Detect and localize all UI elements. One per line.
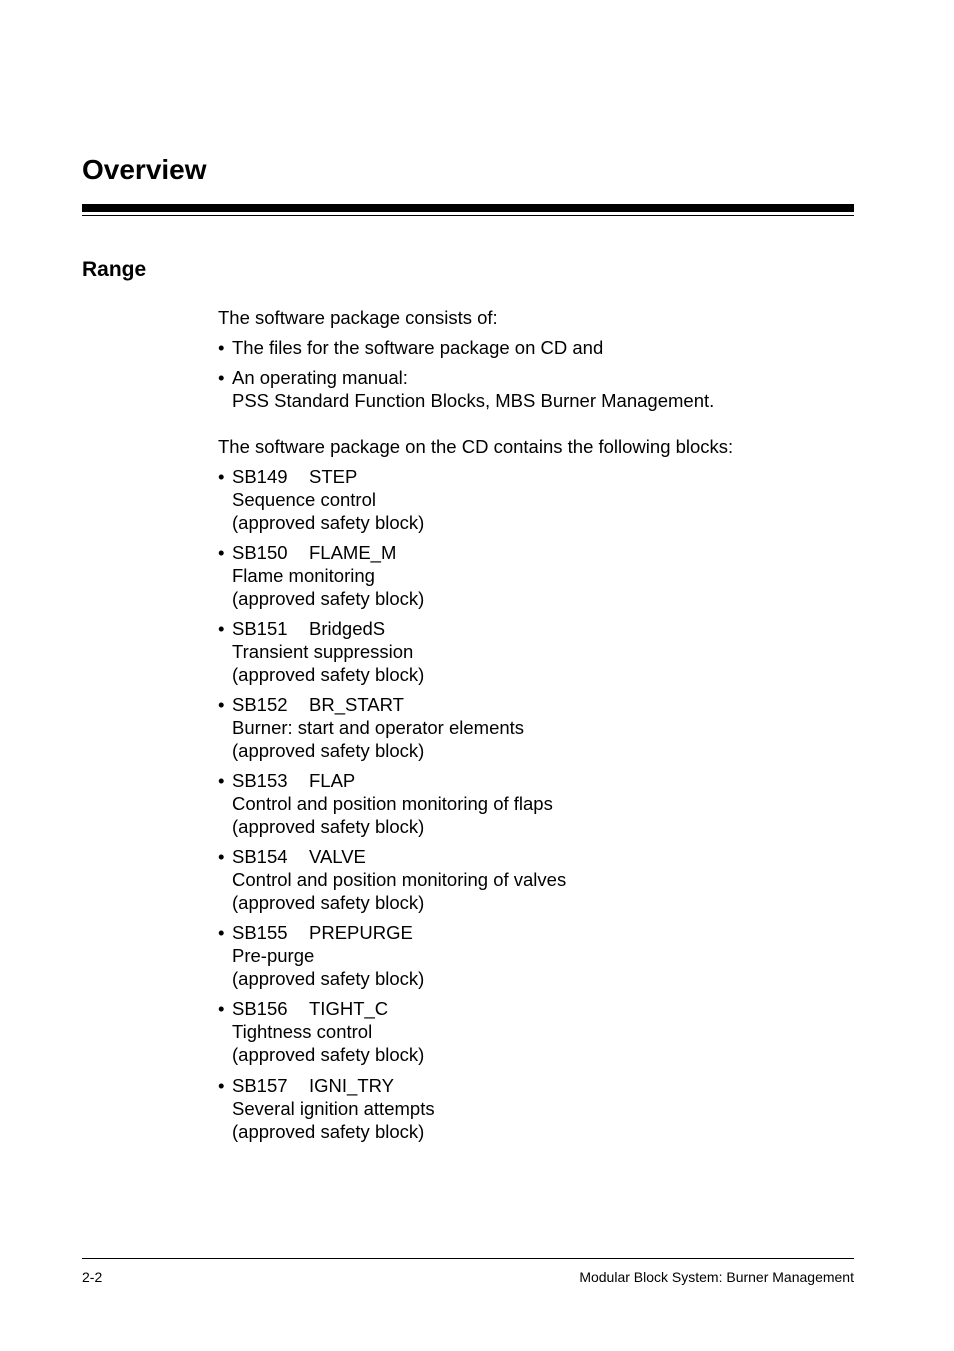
block-name: VALVE	[309, 846, 366, 867]
block-bullet	[218, 1074, 838, 1143]
footer-document-title: Modular Block System: Burner Management	[579, 1269, 854, 1285]
block-note: (approved safety block)	[232, 512, 425, 533]
block-description: Sequence control	[232, 489, 376, 510]
bullet-icon: •	[218, 337, 225, 358]
block-code: SB155	[232, 922, 288, 943]
block-name: BR_START	[309, 694, 404, 715]
bullet-icon: •	[218, 1075, 225, 1096]
block-item	[218, 997, 838, 1066]
block-item	[218, 921, 838, 990]
block-description: Flame monitoring	[232, 565, 375, 586]
package-intro-text: The software package consists of:	[218, 307, 498, 328]
package-item	[218, 366, 838, 412]
block-code: SB150	[232, 542, 288, 563]
block-bullet	[218, 769, 838, 838]
bullet-icon: •	[218, 998, 225, 1019]
bullet-icon: •	[218, 922, 225, 943]
block-code: SB154	[232, 846, 288, 867]
block-bullet	[218, 693, 838, 762]
block-item	[218, 845, 838, 914]
block-name: FLAME_M	[309, 542, 397, 563]
block-description: Transient suppression	[232, 641, 414, 662]
package-item-line: PSS Standard Function Blocks, MBS Burner Management.	[232, 390, 715, 411]
block-header	[232, 693, 838, 716]
block-item	[218, 465, 838, 534]
package-bullet	[218, 336, 838, 359]
bullet-icon: •	[218, 770, 225, 791]
block-bullet	[218, 921, 838, 990]
block-header	[232, 617, 838, 640]
title-rule-thick	[82, 204, 854, 212]
block-code: SB151	[232, 618, 288, 639]
block-note: (approved safety block)	[232, 892, 425, 913]
bullet-icon: •	[218, 542, 225, 563]
block-name: PREPURGE	[309, 922, 413, 943]
footer-page-number: 2-2	[82, 1269, 103, 1285]
package-item-line: The files for the software package on CD and	[232, 337, 604, 358]
block-note: (approved safety block)	[232, 968, 425, 989]
block-header	[232, 1074, 838, 1097]
block-item	[218, 769, 838, 838]
block-name: FLAP	[309, 770, 356, 791]
block-code: SB149	[232, 466, 288, 487]
title-rule-thin	[82, 215, 854, 216]
block-bullet	[218, 541, 838, 610]
block-bullet	[218, 997, 838, 1066]
package-intro	[218, 306, 838, 329]
page-title: Overview	[82, 154, 207, 185]
bullet-icon: •	[218, 367, 225, 388]
block-description: Several ignition attempts	[232, 1098, 435, 1119]
block-note: (approved safety block)	[232, 1044, 425, 1065]
block-name: IGNI_TRY	[309, 1075, 394, 1096]
block-item	[218, 541, 838, 610]
block-header	[232, 921, 838, 944]
block-note: (approved safety block)	[232, 1121, 425, 1142]
bullet-icon: •	[218, 618, 225, 639]
block-description: Tightness control	[232, 1021, 373, 1042]
block-header	[232, 997, 838, 1020]
block-description: Control and position monitoring of flaps	[232, 793, 553, 814]
block-bullet	[218, 845, 838, 914]
block-header	[232, 465, 838, 488]
block-note: (approved safety block)	[232, 740, 425, 761]
block-item	[218, 1074, 838, 1143]
block-bullet	[218, 465, 838, 534]
blocks-intro	[218, 435, 838, 458]
block-code: SB152	[232, 694, 288, 715]
bullet-icon: •	[218, 466, 225, 487]
bullet-icon: •	[218, 694, 225, 715]
blocks-intro-text: The software package on the CD contains the following blocks:	[218, 436, 734, 457]
block-name: BridgedS	[309, 618, 386, 639]
block-note: (approved safety block)	[232, 588, 425, 609]
footer-rule	[82, 1258, 854, 1259]
block-name: TIGHT_C	[309, 998, 389, 1019]
block-code: SB156	[232, 998, 288, 1019]
block-code: SB153	[232, 770, 288, 791]
block-name: STEP	[309, 466, 358, 487]
block-note: (approved safety block)	[232, 816, 425, 837]
block-bullet	[218, 617, 838, 686]
block-header	[232, 769, 838, 792]
package-item-line: An operating manual:	[232, 367, 408, 388]
section-heading: Range	[82, 258, 147, 281]
bullet-icon: •	[218, 846, 225, 867]
package-item	[218, 336, 838, 359]
block-code: SB157	[232, 1075, 288, 1096]
block-header	[232, 845, 838, 868]
block-item	[218, 617, 838, 686]
block-header	[232, 541, 838, 564]
package-bullet	[218, 366, 838, 412]
block-description: Pre-purge	[232, 945, 315, 966]
block-note: (approved safety block)	[232, 664, 425, 685]
block-description: Burner: start and operator elements	[232, 717, 525, 738]
block-description: Control and position monitoring of valves	[232, 869, 567, 890]
block-item	[218, 693, 838, 762]
